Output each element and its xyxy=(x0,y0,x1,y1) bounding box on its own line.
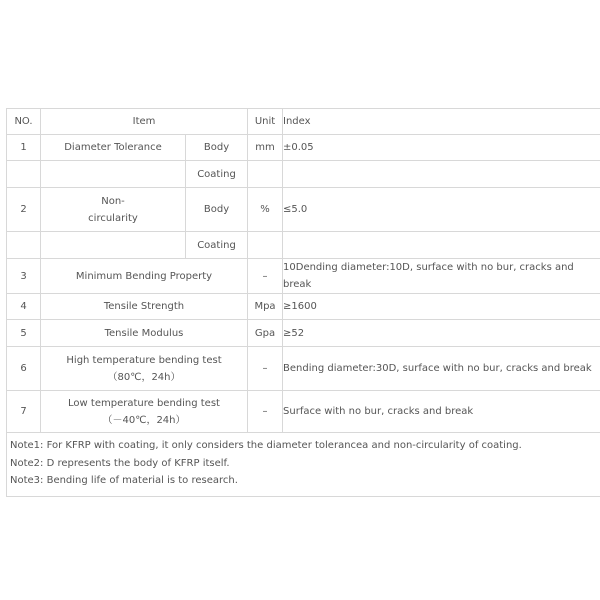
empty-cell xyxy=(7,161,41,188)
header-no: NO. xyxy=(7,109,41,135)
row-index: ≤5.0 xyxy=(283,188,600,232)
row-item: Tensile Modulus xyxy=(41,320,248,347)
table-row xyxy=(7,320,600,347)
row-sub-item: Coating xyxy=(186,232,248,259)
row-unit: – xyxy=(248,259,283,294)
note-2: Note2: D represents the body of KFRP itself. xyxy=(10,457,230,469)
table-row xyxy=(7,161,600,188)
table-row xyxy=(7,188,600,232)
row-unit: mm xyxy=(248,135,283,161)
row-index: 10Dending diameter:10D, surface with no bur, cracks and break xyxy=(283,259,600,294)
row-item-line: Low temperature bending test xyxy=(68,397,220,409)
row-no: 1 xyxy=(7,135,41,161)
row-item-line: circularity xyxy=(88,212,138,224)
table-row xyxy=(7,294,600,320)
row-index: Surface with no bur, cracks and break xyxy=(283,391,600,433)
row-item: Minimum Bending Property xyxy=(41,259,248,294)
table-row xyxy=(7,259,600,294)
row-unit: % xyxy=(248,188,283,232)
row-index: ±0.05 xyxy=(283,135,600,161)
header-unit: Unit xyxy=(248,109,283,135)
row-item: Tensile Strength xyxy=(41,294,248,320)
row-item xyxy=(41,188,186,232)
empty-cell xyxy=(283,232,600,259)
row-no: 7 xyxy=(7,391,41,433)
row-unit: Mpa xyxy=(248,294,283,320)
empty-cell xyxy=(248,161,283,188)
empty-cell xyxy=(7,232,41,259)
row-unit: – xyxy=(248,391,283,433)
row-no: 3 xyxy=(7,259,41,294)
note-1: Note1: For KFRP with coating, it only considers the diameter tolerancea and non-circularity of coating. xyxy=(10,440,522,451)
row-item-line: Non- xyxy=(101,195,125,207)
row-item xyxy=(41,347,248,391)
notes-cell xyxy=(7,433,600,497)
row-no: 5 xyxy=(7,320,41,347)
spec-table xyxy=(6,108,600,497)
row-sub-item: Body xyxy=(186,188,248,232)
row-sub-item: Body xyxy=(186,135,248,161)
notes-row xyxy=(7,433,600,497)
row-item-line: （－40℃，24h） xyxy=(102,414,186,426)
empty-cell xyxy=(41,161,186,188)
row-no: 2 xyxy=(7,188,41,232)
row-item-line: High temperature bending test xyxy=(66,354,222,366)
table-row xyxy=(7,232,600,259)
empty-cell xyxy=(41,232,186,259)
header-row xyxy=(7,109,600,135)
row-item-line: （80℃，24h） xyxy=(107,371,181,383)
row-index: ≥1600 xyxy=(283,294,600,320)
row-item: Diameter Tolerance xyxy=(41,135,186,161)
table-row xyxy=(7,135,600,161)
note-3: Note3: Bending life of material is to research. xyxy=(10,475,238,486)
header-index: Index xyxy=(283,109,600,135)
row-no: 4 xyxy=(7,294,41,320)
table-row xyxy=(7,347,600,391)
table-row xyxy=(7,391,600,433)
empty-cell xyxy=(248,232,283,259)
row-item xyxy=(41,391,248,433)
header-item: Item xyxy=(41,109,248,135)
row-index: ≥52 xyxy=(283,320,600,347)
row-sub-item: Coating xyxy=(186,161,248,188)
row-unit: Gpa xyxy=(248,320,283,347)
empty-cell xyxy=(283,161,600,188)
row-index: Bending diameter:30D, surface with no bur, cracks and break xyxy=(283,347,600,391)
row-unit: – xyxy=(248,347,283,391)
row-no: 6 xyxy=(7,347,41,391)
